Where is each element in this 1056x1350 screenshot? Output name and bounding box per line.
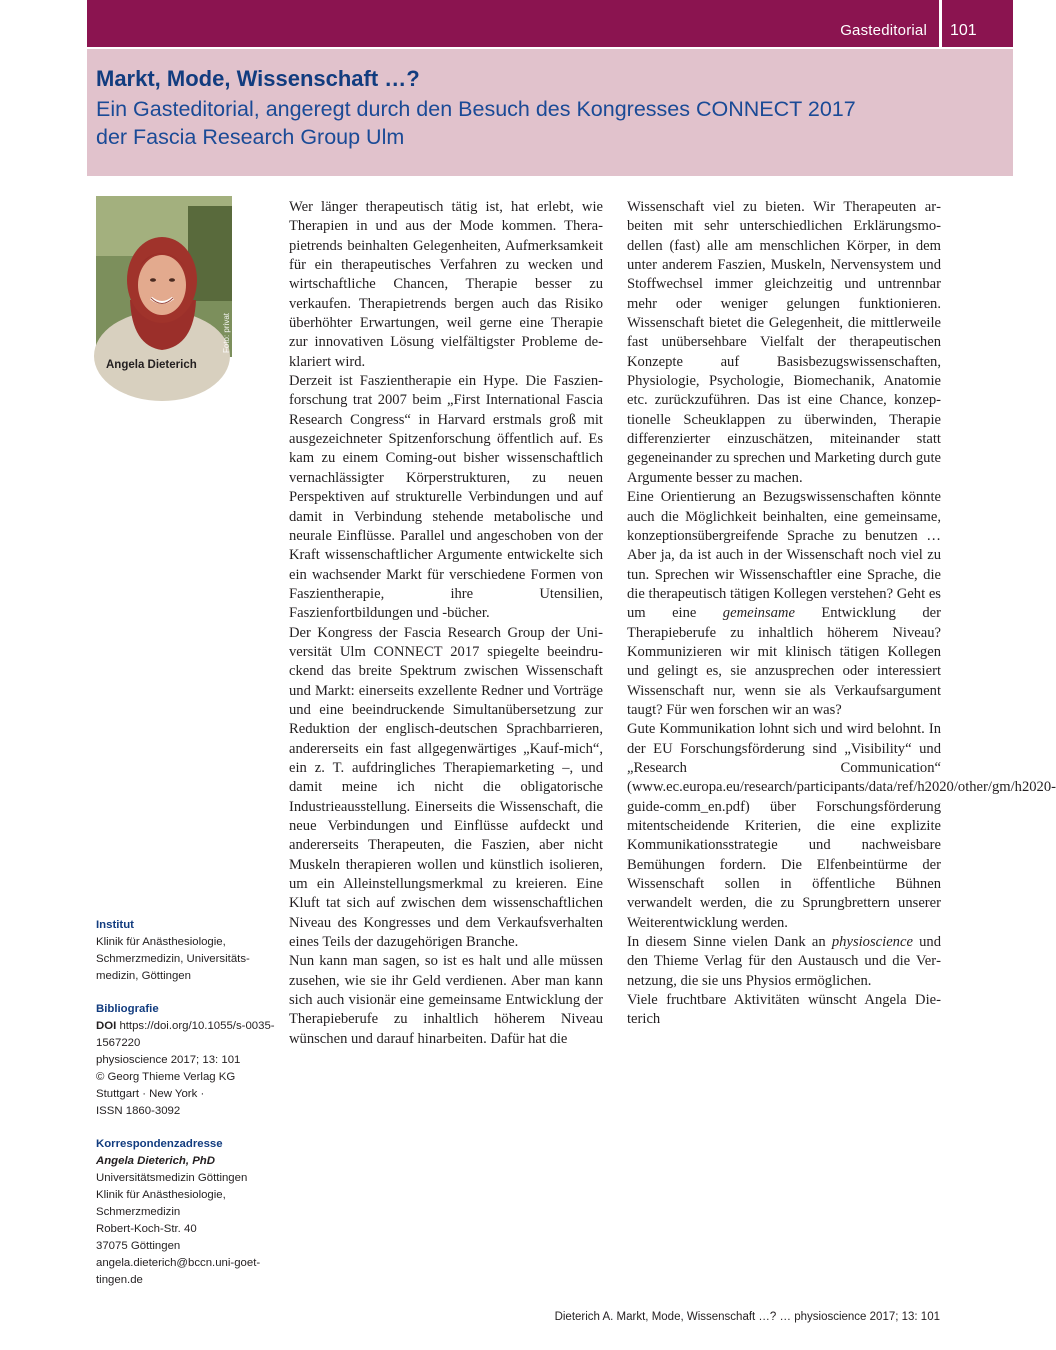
body-paragraph: Wissenschaft viel zu bieten. Wir Therapeuten arbeiten mit sehr unterschiedlichen Erklärungsmodellen (fast) alle am menschlichen Körper, in dem unter anderem Faszien, Muskeln, Nervensystem und Stoffwechsel immer gleichzeitig und untrennbar mehr oder weniger gelungen funktionieren. Wissenschaft bietet die Gelegenheit, die mittlerweile fast unübersehbare Vielfalt der therapeutischen Konzepte auf Basisbezugswissenschaften, Physiologie, Psychologie, Biomechanik, Anatomie etc. zurückzuführen. Das ist eine Chance, konzeptionelle Scheuklappen zu überwinden, Therapie differenzierter einzuschätzen, miteinander statt gegeneinander zu sprechen und Marketing durch gute Argumente besser zu machen. [627, 199, 941, 486]
page-footer: Dieterich A. Markt, Mode, Wissenschaft …? … physioscience 2017; 13: 101 [554, 1311, 940, 1323]
bibliografie-heading: Bibliografie [96, 1003, 159, 1015]
photo-caption: Angela Dieterich [106, 359, 197, 371]
author-photo [96, 196, 232, 357]
body-paragraph: Wer länger therapeutisch tätig ist, hat erlebt, wie Therapien in und aus der Mode kommen. Therapietrends beinhalten Gelegenheiten, Aufmerksamkeit für ein therapeutisches Verfahren zu wecken und wirtschaftliche Chancen, Therapie besser zu verkaufen. Therapietrends bergen auch das Risiko überhöhter Erwartungen, weil gerne eine Therapie zur innovativen Lösung vielfältigster Probleme deklariert wird. [289, 199, 603, 370]
emphasis-text: physioscience [831, 934, 913, 951]
subtitle-line-1: Ein Gasteditorial, angeregt durch den Besuch des Kongresses CONNECT 2017 [96, 97, 856, 121]
institut-text: Klinik für Anästhesiologie, Schmerzmedizin, Universitätsmedizin, Göttingen [96, 936, 250, 982]
section-label: Gasteditorial [840, 22, 927, 39]
address-line: 37075 Göttingen [96, 1240, 181, 1252]
body-paragraph: Viele fruchtbare Aktivitäten wünscht Angela Dieterich [627, 992, 941, 1028]
emphasis-text: gemeinsame [722, 605, 795, 622]
body-column-left [289, 198, 603, 1049]
photo-credit: Foto: privat [222, 312, 231, 353]
body-paragraph [627, 488, 941, 720]
page-number: 101 [950, 22, 977, 39]
institut-heading: Institut [96, 919, 134, 931]
author-portrait-illustration [96, 196, 232, 357]
publisher-location: Stuttgart · New York · [96, 1088, 205, 1100]
sidebar-info [96, 917, 276, 1305]
article-title: Markt, Mode, Wissenschaft …? [96, 66, 420, 91]
citation: physioscience 2017; 13: 101 [96, 1054, 241, 1066]
issn: ISSN 1860-3092 [96, 1105, 181, 1117]
text-run: Eine Orientierung an Bezugswissenschaften könnte auch die Möglichkeit beinhalten, eine gemeinsame, konzeptionsübergreifende Sprache zu benutzen … Aber ja, da ist auch in der Wissenschaft noch viel zu tun. Sprechen wir Wissenschaftler eine Sprache, die die therapeutisch tätigen Kollegen verstehen? Geht es um eine [627, 489, 941, 622]
text-run: und den Thieme Verlag für den Austausch und die Vernetzung, die sie uns Physios ermöglichen. [627, 934, 941, 989]
body-column-right [627, 198, 1056, 1030]
body-paragraph: Derzeit ist Faszientherapie ein Hype. Die Faszienforschung trat 2007 beim „First International Fascia Research Congress“ in Harvard erstmals groß mit ausgezeichneter Spitzenforschung öffentlich auf. Es kam zu einem Coming-out bisher wissenschaftlich vernachlässigter Körperstrukturen, zu neuen Perspektiven auf strukturelle Verbindungen und auf damit in Verbindung stehende metabolische und neurale Einflüsse. Parallel und angeschoben von der Kraft wissenschaftlicher Argumente entwickelte sich ein wachsender Markt für verschiedene Formen von Faszientherapie, ihre Utensilien, Faszienfortbildungen und -bücher. [289, 373, 603, 622]
subtitle-line-2: der Fascia Research Group Ulm [96, 125, 405, 149]
correspondence-block [96, 1136, 276, 1289]
text-run: In diesem Sinne vielen Dank an [627, 934, 832, 951]
body-paragraph: Gute Kommunikation lohnt sich und wird belohnt. In der EU Forschungsförderung sind „Visibility“ und „Research Communication“ (www.ec.europa.eu/research/participants/data/ref/h2020/other/gm/h2020-guide-comm_en.pdf) über Forschungsförderung mitentscheidende Kriterien, die eine explizite Kommunikationsstrategie und nachweisbare Bemühungen fordern. Die Elfenbeintürme der Wissenschaft sollen in öffentliche Bühnen verwandelt werden, die zu Sprungbrettern unserer Weiterentwicklung werden. [627, 721, 1056, 931]
doi-link[interactable]: https://doi.org/10.1055/s-0035-1567220 [96, 1020, 275, 1049]
correspondence-heading: Korrespondenzadresse [96, 1138, 223, 1150]
correspondence-name: Angela Dieterich, PhD [96, 1155, 215, 1167]
header-divider [939, 0, 942, 47]
body-paragraph [627, 933, 941, 991]
address-line: Schmerzmedizin [96, 1206, 181, 1218]
header-bar [87, 0, 1013, 47]
body-paragraph: Nun kann man sagen, so ist es halt und alle müssen zusehen, wie sie ihr Geld verdienen. Aber man kann sich auch visionär eine gemeinsame Entwicklung der Therapieberufe zu inhaltlich höherem Niveau wünschen und darauf hinarbeiten. Dafür hat die [289, 953, 603, 1047]
doi-label: DOI [96, 1020, 117, 1032]
text-run: Entwicklung der Therapieberufe zu inhaltlich höherem Niveau? Kommunizieren wir mit klinisch tätigen Kollegen und gelingt es, sie anzusprechen oder interessiert Wissenschaft nur, wenn sie als Verkaufsargument taugt? Für wen forschen wir an was? [627, 605, 941, 718]
doi-line [96, 1018, 276, 1052]
address-line: Universitätsmedizin Göttingen [96, 1172, 248, 1184]
institut-block [96, 917, 276, 985]
title-box [87, 49, 1013, 176]
address-line: Klinik für Anästhesiologie, [96, 1189, 226, 1201]
address-line: Robert-Koch-Str. 40 [96, 1223, 197, 1235]
copyright: © Georg Thieme Verlag KG [96, 1071, 236, 1083]
email-link[interactable]: angela.dieterich@bccn.uni-goettingen.de [96, 1257, 261, 1286]
bibliografie-block [96, 1001, 276, 1120]
body-paragraph: Der Kongress der Fascia Research Group der Universität Ulm CONNECT 2017 spiegelte beeindruckend das breite Spektrum zwischen Wissenschaft und Markt: einerseits exzellente Redner und Vorträge und eine beeindruckende Simultanübersetzung zur Reduktion der englisch-deutschen Sprachbarrieren, andererseits ein fast allgegenwärtiges „Kauf-mich“, ein z. T. aufdringliches Therapiemarketing –, und damit meine ich nicht die obligatorische Industrieausstellung. Einerseits die Wissenschaft, die neue Verbindungen und Einflüsse aufdeckt und andererseits Therapeuten, die Faszien, aber nicht Muskeln therapieren wollen und künstlich isolieren, um ein Alleinstellungsmerkmal zu kreieren. Eine Kluft tat sich auf zwischen dem wissenschaftlichen Niveau des Kongresses und dem Verkaufsverhalten eines Teils der dazugehörigen Branche. [289, 624, 603, 951]
article-subtitle [96, 95, 976, 151]
